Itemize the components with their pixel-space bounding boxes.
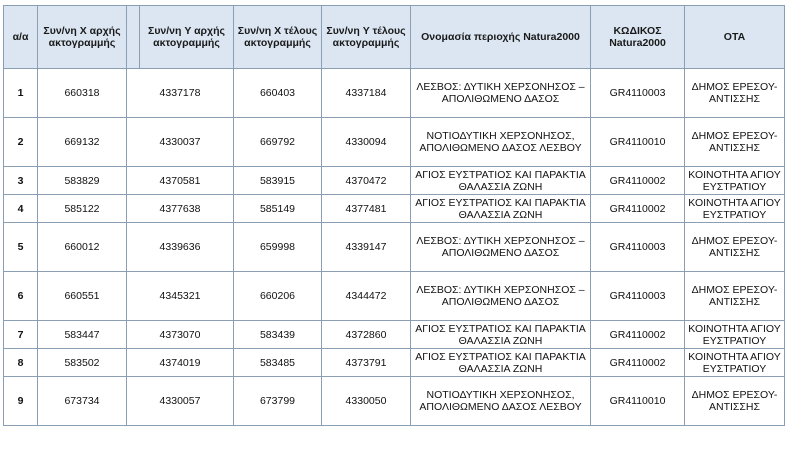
cell-y-end: 4339147 (322, 223, 411, 272)
cell-y-end: 4330050 (322, 377, 411, 426)
cell-y-start: 4345321 (127, 272, 234, 321)
cell-y-start: 4373070 (127, 321, 234, 349)
cell-y-start: 4330037 (127, 118, 234, 167)
cell-x-end: 585149 (234, 195, 322, 223)
header-natura-code: ΚΩΔΙΚΟΣ Natura2000 (591, 6, 685, 69)
table-row (4, 377, 785, 426)
cell-natura-code: GR4110002 (591, 167, 685, 195)
cell-y-start: 4339636 (127, 223, 234, 272)
header-spacer (127, 6, 140, 69)
header-row (4, 6, 785, 69)
cell-ota: ΔΗΜΟΣ ΕΡΕΣΟΥ-ΑΝΤΙΣΣΗΣ (685, 223, 785, 272)
cell-area-name: ΛΕΣΒΟΣ: ΔΥΤΙΚΗ ΧΕΡΣΟΝΗΣΟΣ – ΑΠΟΛΙΘΩΜΕΝΟ ΔΑΣΟΣ (411, 69, 591, 118)
table-row (4, 69, 785, 118)
cell-x-start: 660318 (38, 69, 127, 118)
cell-natura-code: GR4110003 (591, 69, 685, 118)
table-row (4, 272, 785, 321)
header-y-end: Συν/νη Y τέλους ακτογραμμής (322, 6, 411, 69)
cell-y-start: 4337178 (127, 69, 234, 118)
cell-x-end: 673799 (234, 377, 322, 426)
cell-x-start: 673734 (38, 377, 127, 426)
table-row (4, 118, 785, 167)
cell-x-start: 660012 (38, 223, 127, 272)
cell-idx: 5 (4, 223, 38, 272)
cell-x-end: 659998 (234, 223, 322, 272)
cell-idx: 6 (4, 272, 38, 321)
header-x-start: Συν/νη X αρχής ακτογραμμής (38, 6, 127, 69)
cell-y-start: 4374019 (127, 349, 234, 377)
cell-y-start: 4330057 (127, 377, 234, 426)
cell-area-name: ΝΟΤΙΟΔΥΤΙΚΗ ΧΕΡΣΟΝΗΣΟΣ, ΑΠΟΛΙΘΩΜΕΝΟ ΔΑΣΟΣ ΛΕΣΒΟΥ (411, 118, 591, 167)
cell-y-start: 4377638 (127, 195, 234, 223)
cell-x-end: 583485 (234, 349, 322, 377)
cell-ota: ΚΟΙΝΟΤΗΤΑ ΑΓΙΟΥ ΕΥΣΤΡΑΤΙΟΥ (685, 349, 785, 377)
cell-area-name: ΑΓΙΟΣ ΕΥΣΤΡΑΤΙΟΣ ΚΑΙ ΠΑΡΑΚΤΙΑ ΘΑΛΑΣΣΙΑ ΖΩΝΗ (411, 167, 591, 195)
cell-ota: ΔΗΜΟΣ ΕΡΕΣΟΥ-ΑΝΤΙΣΣΗΣ (685, 69, 785, 118)
cell-natura-code: GR4110003 (591, 223, 685, 272)
cell-idx: 2 (4, 118, 38, 167)
table-row (4, 321, 785, 349)
cell-y-end: 4344472 (322, 272, 411, 321)
cell-idx: 7 (4, 321, 38, 349)
cell-ota: ΔΗΜΟΣ ΕΡΕΣΟΥ-ΑΝΤΙΣΣΗΣ (685, 377, 785, 426)
cell-natura-code: GR4110010 (591, 118, 685, 167)
cell-y-end: 4337184 (322, 69, 411, 118)
cell-x-start: 583447 (38, 321, 127, 349)
cell-area-name: ΛΕΣΒΟΣ: ΔΥΤΙΚΗ ΧΕΡΣΟΝΗΣΟΣ – ΑΠΟΛΙΘΩΜΕΝΟ ΔΑΣΟΣ (411, 223, 591, 272)
natura-coastline-table (3, 5, 785, 426)
cell-x-end: 660403 (234, 69, 322, 118)
cell-idx: 9 (4, 377, 38, 426)
cell-natura-code: GR4110002 (591, 195, 685, 223)
cell-ota: ΚΟΙΝΟΤΗΤΑ ΑΓΙΟΥ ΕΥΣΤΡΑΤΙΟΥ (685, 195, 785, 223)
cell-idx: 4 (4, 195, 38, 223)
header-ota: ΟΤΑ (685, 6, 785, 69)
cell-ota: ΚΟΙΝΟΤΗΤΑ ΑΓΙΟΥ ΕΥΣΤΡΑΤΙΟΥ (685, 321, 785, 349)
table-row (4, 349, 785, 377)
cell-x-start: 660551 (38, 272, 127, 321)
cell-y-end: 4370472 (322, 167, 411, 195)
table-row (4, 223, 785, 272)
cell-idx: 1 (4, 69, 38, 118)
cell-area-name: ΑΓΙΟΣ ΕΥΣΤΡΑΤΙΟΣ ΚΑΙ ΠΑΡΑΚΤΙΑ ΘΑΛΑΣΣΙΑ ΖΩΝΗ (411, 321, 591, 349)
cell-area-name: ΑΓΙΟΣ ΕΥΣΤΡΑΤΙΟΣ ΚΑΙ ΠΑΡΑΚΤΙΑ ΘΑΛΑΣΣΙΑ ΖΩΝΗ (411, 349, 591, 377)
header-x-end: Συν/νη X τέλους ακτογραμμής (234, 6, 322, 69)
cell-idx: 3 (4, 167, 38, 195)
cell-ota: ΔΗΜΟΣ ΕΡΕΣΟΥ-ΑΝΤΙΣΣΗΣ (685, 118, 785, 167)
cell-natura-code: GR4110002 (591, 321, 685, 349)
header-idx: α/α (4, 6, 38, 69)
cell-x-end: 669792 (234, 118, 322, 167)
cell-area-name: ΛΕΣΒΟΣ: ΔΥΤΙΚΗ ΧΕΡΣΟΝΗΣΟΣ – ΑΠΟΛΙΘΩΜΕΝΟ ΔΑΣΟΣ (411, 272, 591, 321)
table-row (4, 167, 785, 195)
cell-x-start: 583502 (38, 349, 127, 377)
cell-natura-code: GR4110003 (591, 272, 685, 321)
table-row (4, 195, 785, 223)
cell-x-end: 660206 (234, 272, 322, 321)
cell-x-start: 669132 (38, 118, 127, 167)
cell-ota: ΚΟΙΝΟΤΗΤΑ ΑΓΙΟΥ ΕΥΣΤΡΑΤΙΟΥ (685, 167, 785, 195)
header-area-name: Ονομασία περιοχής Natura2000 (411, 6, 591, 69)
cell-idx: 8 (4, 349, 38, 377)
cell-y-end: 4373791 (322, 349, 411, 377)
cell-natura-code: GR4110002 (591, 349, 685, 377)
cell-y-end: 4372860 (322, 321, 411, 349)
cell-area-name: ΑΓΙΟΣ ΕΥΣΤΡΑΤΙΟΣ ΚΑΙ ΠΑΡΑΚΤΙΑ ΘΑΛΑΣΣΙΑ ΖΩΝΗ (411, 195, 591, 223)
cell-x-start: 583829 (38, 167, 127, 195)
cell-area-name: ΝΟΤΙΟΔΥΤΙΚΗ ΧΕΡΣΟΝΗΣΟΣ, ΑΠΟΛΙΘΩΜΕΝΟ ΔΑΣΟΣ ΛΕΣΒΟΥ (411, 377, 591, 426)
cell-x-end: 583439 (234, 321, 322, 349)
cell-y-end: 4330094 (322, 118, 411, 167)
cell-x-start: 585122 (38, 195, 127, 223)
cell-ota: ΔΗΜΟΣ ΕΡΕΣΟΥ-ΑΝΤΙΣΣΗΣ (685, 272, 785, 321)
cell-natura-code: GR4110010 (591, 377, 685, 426)
cell-x-end: 583915 (234, 167, 322, 195)
cell-y-end: 4377481 (322, 195, 411, 223)
header-y-start: Συν/νη Y αρχής ακτογραμμής (140, 6, 234, 69)
cell-y-start: 4370581 (127, 167, 234, 195)
